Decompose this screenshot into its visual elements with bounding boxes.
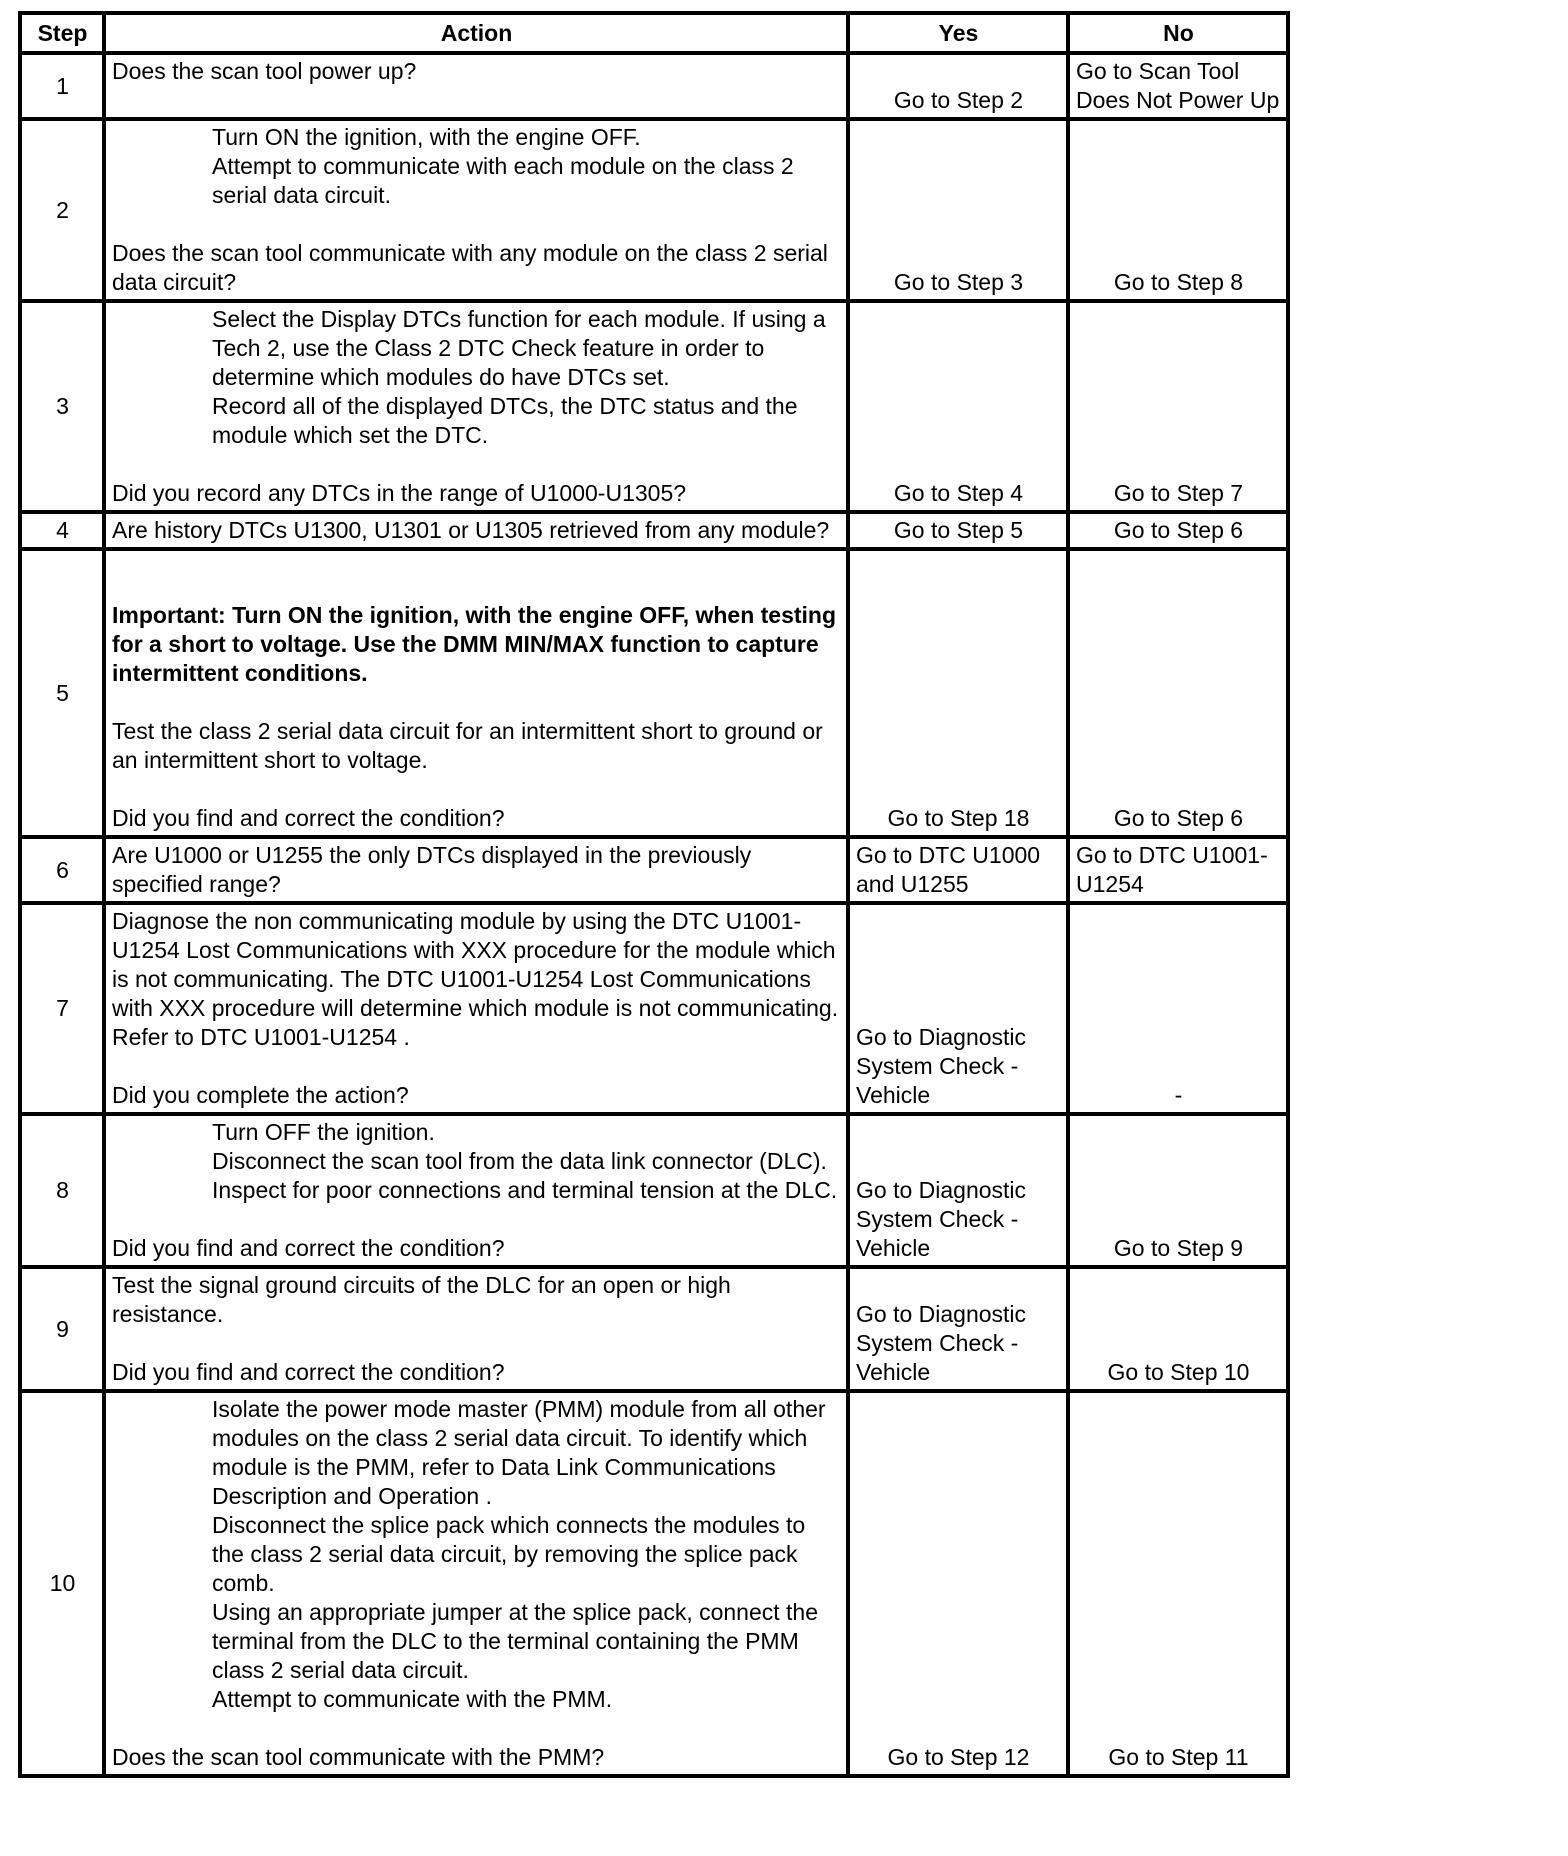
table-row bbox=[20, 53, 1288, 119]
action-cell bbox=[104, 53, 848, 119]
yes-cell[interactable]: Go to Step 2 bbox=[848, 53, 1068, 119]
yes-cell[interactable]: Go to Step 18 bbox=[848, 549, 1068, 837]
question-text: Did you find and correct the condition? bbox=[112, 805, 505, 831]
header-yes: Yes bbox=[848, 13, 1068, 53]
yes-cell[interactable]: Go to DTC U1000 and U1255 bbox=[848, 837, 1068, 903]
action-cell bbox=[104, 837, 848, 903]
question-text: Did you find and correct the condition? bbox=[112, 1359, 505, 1385]
no-cell[interactable]: Go to Step 11 bbox=[1068, 1391, 1288, 1776]
no-cell[interactable]: Go to Step 9 bbox=[1068, 1114, 1288, 1267]
yes-cell[interactable]: Go to Step 5 bbox=[848, 512, 1068, 549]
question-text: Are U1000 or U1255 the only DTCs displayed in the previously specified range? bbox=[112, 842, 752, 897]
table-row bbox=[20, 1267, 1288, 1391]
action-cell bbox=[104, 512, 848, 549]
step-number: 10 bbox=[20, 1391, 104, 1776]
yes-cell[interactable]: Go to Step 4 bbox=[848, 301, 1068, 512]
table-row bbox=[20, 512, 1288, 549]
instruction-line: Isolate the power mode master (PMM) module from all other modules on the class 2 serial data circuit. To identify which module is the PMM, refer to Data Link Communications Description and Operation . bbox=[212, 1396, 826, 1509]
question-text: Does the scan tool communicate with the PMM? bbox=[112, 1744, 605, 1770]
diagnostic-table bbox=[18, 11, 1290, 1778]
instruction-text: Diagnose the non communicating module by using the DTC U1001-U1254 Lost Communications with XXX procedure for the module which is not communicating. The DTC U1001-U1254 Lost Communications with XXX procedure will determine which module is not communicating. Refer to DTC U1001-U1254 . bbox=[112, 908, 839, 1050]
no-cell[interactable]: Go to Step 6 bbox=[1068, 549, 1288, 837]
action-cell bbox=[104, 119, 848, 301]
action-cell bbox=[104, 1391, 848, 1776]
header-step: Step bbox=[20, 13, 104, 53]
step-number: 1 bbox=[20, 53, 104, 119]
instruction-text: Test the class 2 serial data circuit for an intermittent short to ground or an intermittent short to voltage. bbox=[112, 718, 823, 773]
step-number: 6 bbox=[20, 837, 104, 903]
instruction-text: Test the signal ground circuits of the DLC for an open or high resistance. bbox=[112, 1272, 731, 1327]
question-text: Are history DTCs U1300, U1301 or U1305 retrieved from any module? bbox=[112, 517, 830, 543]
instruction-line: Using an appropriate jumper at the splice pack, connect the terminal from the DLC to the terminal containing the PMM class 2 serial data circuit. bbox=[212, 1599, 819, 1683]
instruction-line: Select the Display DTCs function for each module. If using a Tech 2, use the Class 2 DTC Check feature in order to determine which modules do have DTCs set. bbox=[212, 306, 826, 390]
step-number: 3 bbox=[20, 301, 104, 512]
yes-cell[interactable]: Go to Diagnostic System Check - Vehicle bbox=[848, 1267, 1068, 1391]
action-cell bbox=[104, 1267, 848, 1391]
table-row bbox=[20, 119, 1288, 301]
instruction-line: Turn OFF the ignition. bbox=[212, 1119, 435, 1145]
step-number: 8 bbox=[20, 1114, 104, 1267]
action-cell bbox=[104, 903, 848, 1114]
action-cell bbox=[104, 301, 848, 512]
question-text: Did you record any DTCs in the range of U1000-U1305? bbox=[112, 480, 687, 506]
no-cell[interactable]: Go to Step 6 bbox=[1068, 512, 1288, 549]
yes-cell[interactable]: Go to Step 12 bbox=[848, 1391, 1068, 1776]
instruction-line: Inspect for poor connections and terminal tension at the DLC. bbox=[212, 1177, 838, 1203]
no-cell[interactable]: Go to Scan Tool Does Not Power Up bbox=[1068, 53, 1288, 119]
header-action: Action bbox=[104, 13, 848, 53]
instruction-line: Record all of the displayed DTCs, the DTC status and the module which set the DTC. bbox=[212, 393, 798, 448]
no-cell[interactable]: Go to Step 10 bbox=[1068, 1267, 1288, 1391]
step-number: 4 bbox=[20, 512, 104, 549]
header-no: No bbox=[1068, 13, 1288, 53]
header-row bbox=[20, 13, 1288, 53]
question-text: Did you complete the action? bbox=[112, 1082, 409, 1108]
table-row bbox=[20, 549, 1288, 837]
table-row bbox=[20, 903, 1288, 1114]
question-text: Does the scan tool communicate with any module on the class 2 serial data circuit? bbox=[112, 240, 828, 295]
table-row bbox=[20, 1391, 1288, 1776]
instruction-line: Disconnect the splice pack which connects the modules to the class 2 serial data circuit, by removing the splice pack comb. bbox=[212, 1512, 806, 1596]
yes-cell[interactable]: Go to Diagnostic System Check - Vehicle bbox=[848, 903, 1068, 1114]
instruction-line: Disconnect the scan tool from the data link connector (DLC). bbox=[212, 1148, 827, 1174]
step-number: 7 bbox=[20, 903, 104, 1114]
step-number: 5 bbox=[20, 549, 104, 837]
question-text: Does the scan tool power up? bbox=[112, 58, 417, 84]
no-cell[interactable]: Go to DTC U1001-U1254 bbox=[1068, 837, 1288, 903]
action-cell bbox=[104, 1114, 848, 1267]
step-number: 2 bbox=[20, 119, 104, 301]
no-cell[interactable]: Go to Step 7 bbox=[1068, 301, 1288, 512]
table-row bbox=[20, 837, 1288, 903]
table-row bbox=[20, 1114, 1288, 1267]
instruction-line: Attempt to communicate with each module on the class 2 serial data circuit. bbox=[212, 153, 794, 208]
question-text: Did you find and correct the condition? bbox=[112, 1235, 505, 1261]
no-cell[interactable]: Go to Step 8 bbox=[1068, 119, 1288, 301]
important-note: Important: Turn ON the ignition, with the engine OFF, when testing for a short to voltage. Use the DMM MIN/MAX function to capture intermittent conditions. bbox=[112, 602, 837, 686]
action-cell bbox=[104, 549, 848, 837]
yes-cell[interactable]: Go to Diagnostic System Check - Vehicle bbox=[848, 1114, 1068, 1267]
table-row bbox=[20, 301, 1288, 512]
yes-cell[interactable]: Go to Step 3 bbox=[848, 119, 1068, 301]
instruction-line: Attempt to communicate with the PMM. bbox=[212, 1686, 613, 1712]
step-number: 9 bbox=[20, 1267, 104, 1391]
instruction-line: Turn ON the ignition, with the engine OFF. bbox=[212, 124, 641, 150]
no-cell: - bbox=[1068, 903, 1288, 1114]
